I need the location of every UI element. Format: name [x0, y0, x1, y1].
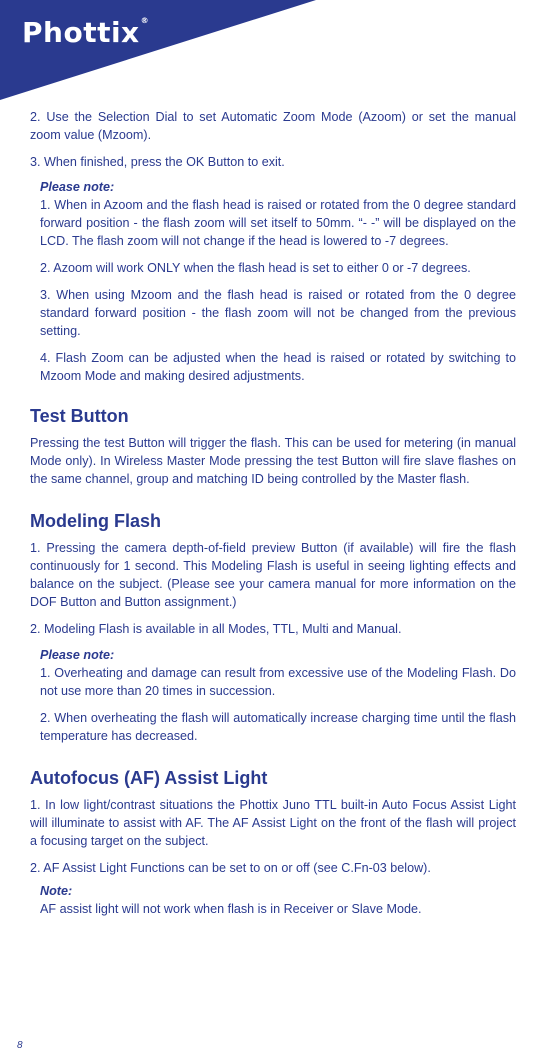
test-button-body: Pressing the test Button will trigger the flash. This can be used for metering (in manual Mode only). In Wireless Master Mode pressing the test Button will fire slave flashes on the same channel, group and matching ID being controlled by the Master flash. [30, 436, 516, 486]
zoom-note [40, 178, 516, 385]
zoom-note-item-4: 4. Flash Zoom can be adjusted when the head is raised or rotated by switching to Mzoom Mode and making desired adjustments. [40, 351, 516, 383]
modeling-flash-heading: Modeling Flash [30, 511, 162, 531]
af-assist-note [40, 882, 516, 918]
af-assist-item-1: 1. In low light/contrast situations the Phottix Juno TTL built-in Auto Focus Assist Light will illuminate to assist with AF. The AF Assist Light on the front of the flash will project a focusing target on the subject. [30, 798, 516, 848]
modeling-flash-note-1: 1. Overheating and damage can result from excessive use of the Modeling Flash. Do not use more than 20 times in succession. [40, 666, 516, 698]
modeling-flash-note-label: Please note: [40, 648, 115, 662]
phottix-logo [22, 16, 149, 49]
modeling-flash-note [40, 646, 516, 745]
zoom-note-item-1: 1. When in Azoom and the flash head is raised or rotated from the 0 degree standard forward position - the flash zoom will set itself to 50mm. “- -” will be displayed on the LCD. The flash zoom will not change if the head is lowered to -7 degrees. [40, 198, 516, 248]
registered-mark: ® [140, 16, 150, 25]
modeling-flash-item-2: 2. Modeling Flash is available in all Modes, TTL, Multi and Manual. [30, 622, 402, 636]
af-assist-item-2: 2. AF Assist Light Functions can be set to on or off (see C.Fn-03 below). [30, 861, 431, 875]
intro-step-2: 2. Use the Selection Dial to set Automatic Zoom Mode (Azoom) or set the manual zoom value (Mzoom). [30, 110, 516, 142]
zoom-note-item-2: 2. Azoom will work ONLY when the flash head is set to either 0 or -7 degrees. [40, 261, 471, 275]
page-number: 8 [17, 1040, 23, 1051]
header-banner [0, 0, 544, 100]
zoom-note-label: Please note: [40, 180, 115, 194]
logo-text: Phottix [22, 16, 140, 49]
intro-step-3: 3. When finished, press the OK Button to exit. [30, 155, 285, 169]
af-assist-note-text: AF assist light will not work when flash is in Receiver or Slave Mode. [40, 902, 422, 916]
modeling-flash-item-1: 1. Pressing the camera depth-of-field preview Button (if available) will fire the flash continuously for 1 second. This Modeling Flash is useful in seeing lighting effects and balance on the subject. (Please see your camera manual for more information on the DOF Button and Button assignment.) [30, 541, 516, 609]
test-button-heading: Test Button [30, 406, 129, 426]
af-assist-heading: Autofocus (AF) Assist Light [30, 768, 268, 788]
manual-content [30, 108, 516, 918]
modeling-flash-note-2: 2. When overheating the flash will automatically increase charging time until the flash temperature has decreased. [40, 711, 516, 743]
af-assist-note-label: Note: [40, 884, 73, 898]
zoom-note-item-3: 3. When using Mzoom and the flash head is raised or rotated from the 0 degree standard forward position - the flash zoom will not be changed from the previous setting. [40, 288, 516, 338]
